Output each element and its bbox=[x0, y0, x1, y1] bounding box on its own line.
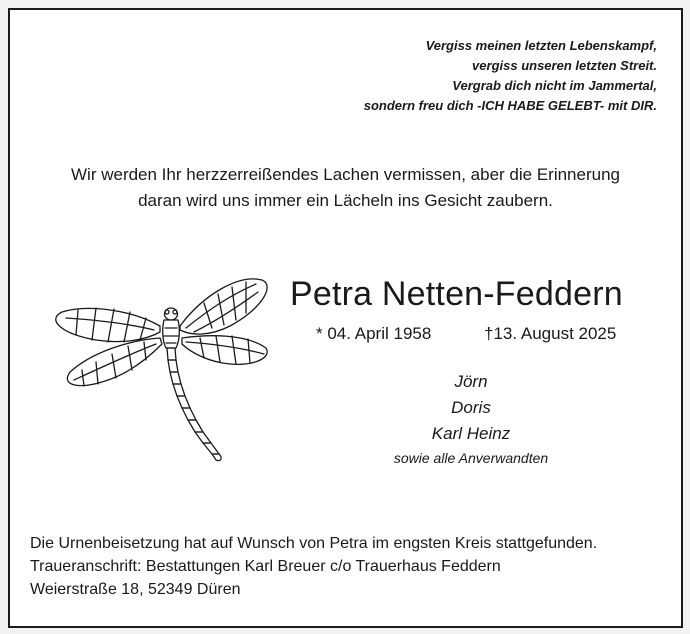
relatives-line: sowie alle Anverwandten bbox=[393, 450, 549, 466]
quote-line: daran wird uns immer ein Lächeln ins Gesicht zaubern. bbox=[138, 191, 553, 210]
mourner-name: Jörn bbox=[454, 372, 488, 391]
life-dates bbox=[316, 322, 617, 346]
poem-line: sondern freu dich -ICH HABE GELEBT- mit DIR. bbox=[363, 98, 657, 113]
funeral-info bbox=[30, 532, 597, 601]
poem bbox=[364, 36, 657, 116]
death-date: †13. August 2025 bbox=[484, 324, 617, 343]
memorial-quote bbox=[10, 162, 681, 214]
birth-date: * 04. April 1958 bbox=[316, 324, 432, 343]
dragonfly-icon bbox=[34, 268, 284, 468]
poem-line: Vergrab dich nicht im Jammertal, bbox=[452, 78, 657, 93]
info-line: Traueranschrift: Bestattungen Karl Breuer c/o Trauerhaus Feddern bbox=[30, 558, 501, 575]
obituary-notice bbox=[8, 8, 683, 628]
info-line: Weierstraße 18, 52349 Düren bbox=[30, 581, 241, 598]
poem-line: vergiss unseren letzten Streit. bbox=[472, 58, 657, 73]
deceased-name: Petra Netten-Feddern bbox=[290, 275, 623, 313]
poem-line: Vergiss meinen letzten Lebenskampf, bbox=[425, 38, 657, 53]
mourner-name: Doris bbox=[451, 398, 491, 417]
mourner-name: Karl Heinz bbox=[431, 424, 511, 443]
mourners bbox=[360, 369, 582, 469]
quote-line: Wir werden Ihr herzzerreißendes Lachen vermissen, aber die Erinnerung bbox=[71, 165, 620, 184]
info-line: Die Urnenbeisetzung hat auf Wunsch von Petra im engsten Kreis stattgefunden. bbox=[30, 535, 598, 552]
